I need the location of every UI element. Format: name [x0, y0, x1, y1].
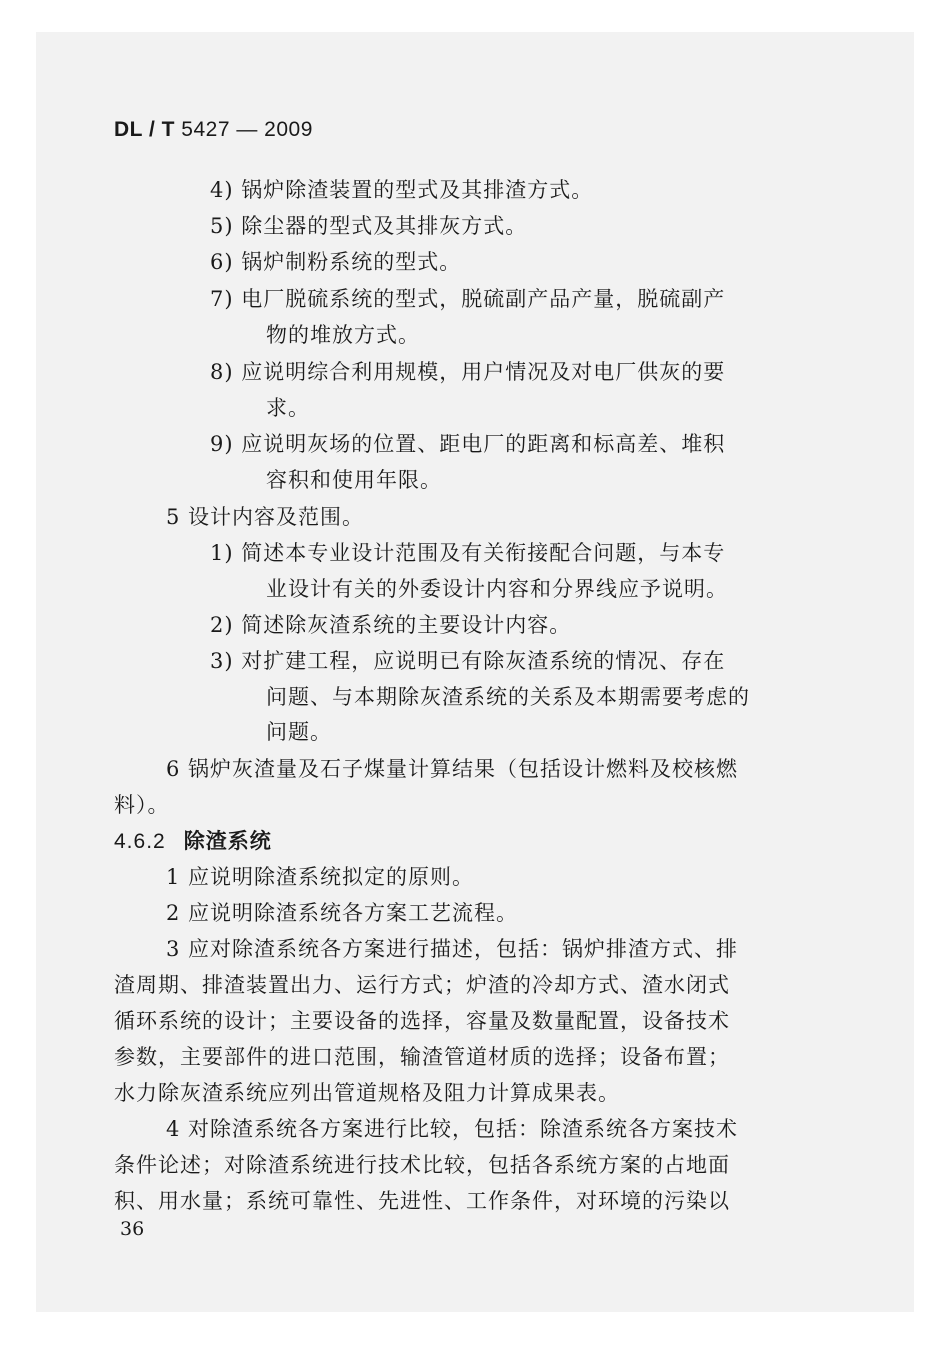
paragraph-continuation: 积、用水量；系统可靠性、先进性、工作条件，对环境的污染以 [114, 1189, 730, 1213]
paragraph-item: 4 对除渣系统各方案进行比较，包括：除渣系统各方案技术 [166, 1117, 739, 1141]
paragraph-continuation: 水力除灰渣系统应列出管道规格及阻力计算成果表。 [114, 1081, 620, 1105]
paragraph-item: 2 应说明除渣系统各方案工艺流程。 [166, 901, 519, 925]
section-title: 除渣系统 [183, 828, 272, 853]
section-heading [114, 823, 272, 860]
paragraph-continuation: 参数，主要部件的进口范围，输渣管道材质的选择；设备布置； [114, 1045, 730, 1069]
list-item: 7) 电厂脱硫系统的型式，脱硫副产品产量，脱硫副产 [210, 287, 726, 311]
standard-code: DL / T [114, 118, 175, 141]
paragraph-continuation: 渣周期、排渣装置出力、运行方式；炉渣的冷却方式、渣水闭式 [114, 973, 730, 997]
paragraph-item: 6 锅炉灰渣量及石子煤量计算结果（包括设计燃料及校核燃 [166, 757, 739, 781]
paragraph-item: 5 设计内容及范围。 [166, 505, 365, 529]
paragraph-continuation: 循环系统的设计；主要设备的选择，容量及数量配置，设备技术 [114, 1009, 730, 1033]
paragraph-continuation: 料）。 [114, 793, 170, 817]
list-item: 9) 应说明灰场的位置、距电厂的距离和标高差、堆积 [210, 432, 726, 456]
list-item-continuation: 物的堆放方式。 [266, 323, 420, 347]
paragraph-item: 3 应对除渣系统各方案进行描述，包括：锅炉排渣方式、排 [166, 937, 739, 961]
standard-number: 5427 — 2009 [181, 118, 313, 141]
list-item: 1) 简述本专业设计范围及有关衔接配合问题，与本专 [210, 541, 726, 565]
list-item-continuation: 问题、与本期除灰渣系统的关系及本期需要考虑的 [266, 685, 750, 709]
paragraph-item: 1 应说明除渣系统拟定的原则。 [166, 865, 475, 889]
document-header [114, 118, 313, 142]
list-item: 8) 应说明综合利用规模，用户情况及对电厂供灰的要 [210, 360, 726, 384]
list-item: 2) 简述除灰渣系统的主要设计内容。 [210, 613, 572, 637]
section-number: 4.6.2 [114, 830, 166, 853]
page-number: 36 [120, 1218, 145, 1240]
list-item: 4) 锅炉除渣装置的型式及其排渣方式。 [210, 178, 594, 202]
paragraph-continuation: 条件论述；对除渣系统进行技术比较，包括各系统方案的占地面 [114, 1153, 730, 1177]
list-item-continuation: 业设计有关的外委设计内容和分界线应予说明。 [266, 577, 728, 601]
list-item: 3) 对扩建工程，应说明已有除灰渣系统的情况、存在 [210, 649, 726, 673]
list-item: 5) 除尘器的型式及其排灰方式。 [210, 214, 528, 238]
list-item-continuation: 求。 [266, 396, 310, 420]
list-item: 6) 锅炉制粉系统的型式。 [210, 250, 462, 274]
list-item-continuation: 问题。 [266, 720, 332, 744]
list-item-continuation: 容积和使用年限。 [266, 468, 442, 492]
